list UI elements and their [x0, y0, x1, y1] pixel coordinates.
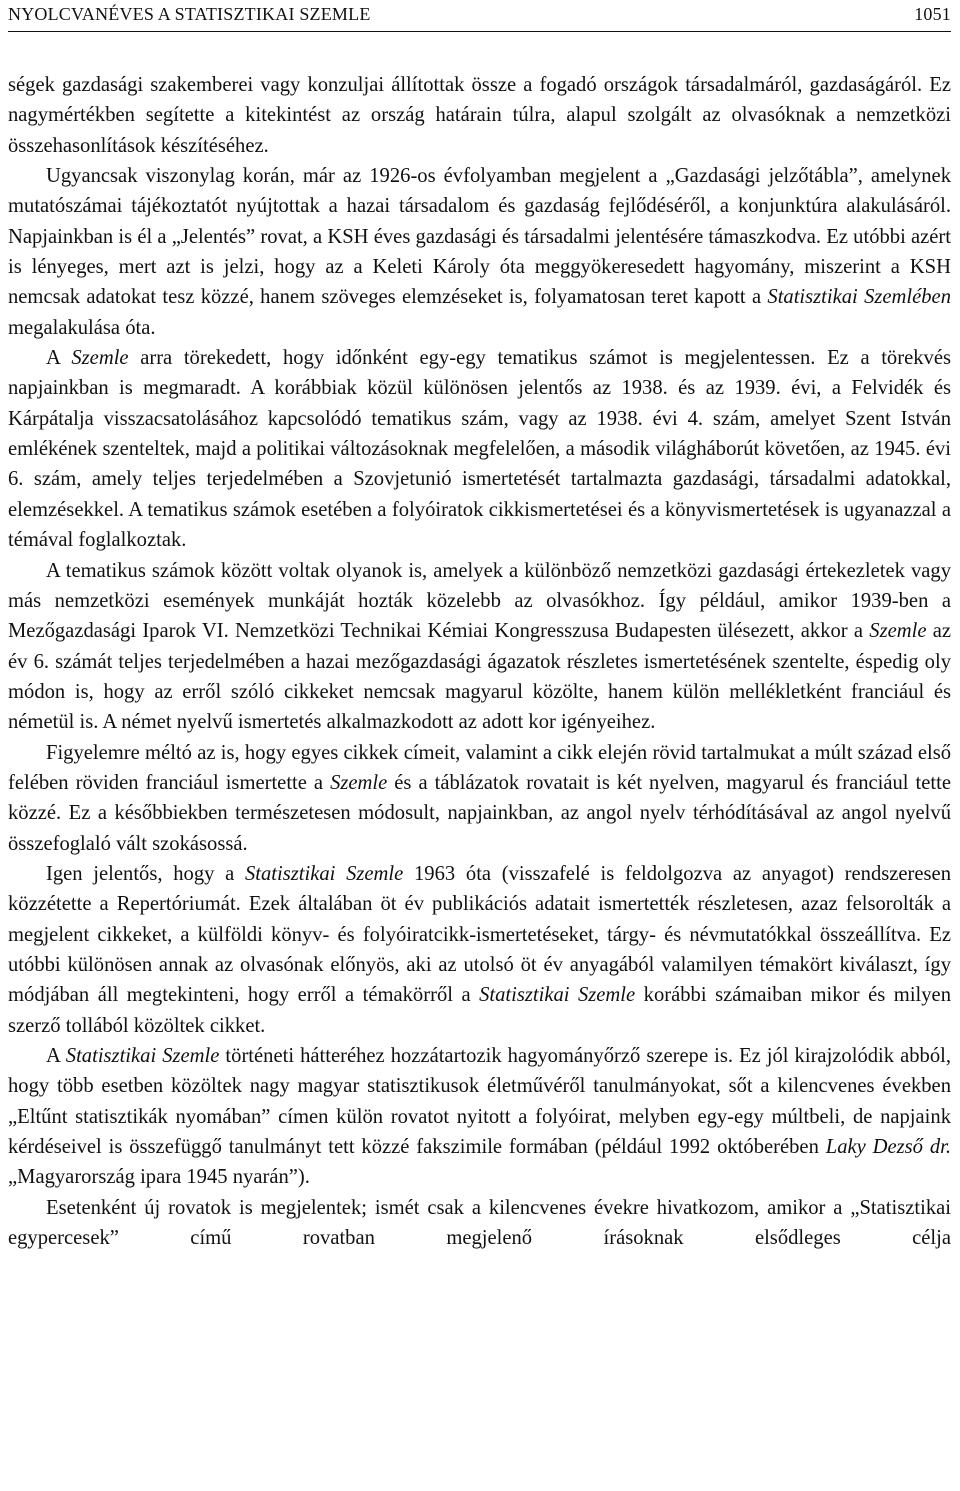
italic-text-run: Statisztikai Szemlében: [767, 286, 951, 309]
article-body: [8, 70, 951, 1253]
italic-text-run: Szemle: [71, 347, 129, 370]
running-header: [8, 0, 951, 32]
paragraph: [8, 1193, 951, 1254]
text-run: korábbi számaiban mikor és milyen szerző tollából közöltek cikket.: [8, 984, 951, 1037]
text-run: A tematikus számok között voltak olyanok is, amelyek a különböző nemzetközi gazdasági értekezletek vagy más nemzetközi események munkáját hozták közelebb az olvasókhoz. Így például, amikor 1939-ben a Mezőgazdasági Iparok VI. Nemzetközi Technikai Kémiai Kongresszusa Budapesten ülésezett, akkor a: [8, 559, 951, 643]
text-run: és a táblázatok rovatait is két nyelven, magyarul és franciául tette közzé. Ez a későbbiekben természetesen módosult, napjainkban, az angol nyelv térhódításával az angol nyelvű összefoglaló vált szokásossá.: [8, 771, 951, 855]
paragraph: [8, 161, 951, 343]
paragraph: [8, 343, 951, 555]
paragraph: [8, 70, 951, 161]
text-run: 1963 óta (visszafelé is feldolgozva az anyagot) rendszeresen közzétette a Repertóriumát. Ezek általában öt év publikációs adatait ismertették részletesen, azaz felsorolták a megjelent cikkeket, a külföldi könyv- és folyóiratcikk-ismertetéseket, tárgy- és névmutatókkal összeállítva. Ez utóbbi különösen annak az olvasónak előnyös, aki az utolsó öt év anyagából valamilyen témakört kiválaszt, így módjában áll megtekinteni, hogy erről a témakörről a: [8, 862, 951, 1007]
journal-title: NYOLCVANÉVES A STATISZTIKAI SZEMLE: [8, 4, 371, 24]
text-run: A: [46, 1045, 66, 1067]
italic-text-run: Statisztikai Szemle: [244, 862, 404, 885]
italic-text-run: Statisztikai Szemle: [479, 984, 636, 1007]
text-run: „Magyarország ipara 1945 nyarán”).: [8, 1166, 310, 1189]
paragraph: [8, 859, 951, 1041]
text-run: arra törekedett, hogy időnként egy-egy tematikus számot is megjelentessen. Ez a törekvés napjainkban is megmaradt. A korábbiak közül különösen jelentős az 1938. és az 1939. évi, a Felvidék és Kárpátalja visszacsatolásához kapcsolódó tematikus szám, vagy az 1938. évi 4. szám, amelyet Szent István emlékének szenteltek, majd a politikai változásoknak megfelelően, a második világháborút követően, az 1945. évi 6. szám, amely teljes terjedelmében a Szovjetunió ismertetését tartalmazta gazdasági, társadalmi adatokkal, elemzésekkel. A tematikus számok esetében a folyóiratok cikkismertetései és a könyvismertetések is ugyanazzal a témával foglalkoztak.: [8, 347, 951, 552]
paragraph: [8, 1041, 951, 1193]
italic-text-run: Szemle: [330, 771, 388, 794]
text-run: Figyelemre méltó az is, hogy egyes cikkek címeit, valamint a cikk elején rövid tartalmukat a múlt század első felében röviden franciául ismertette a: [8, 741, 951, 794]
text-run: megalakulása óta.: [8, 316, 156, 339]
page-number: 1051: [914, 4, 951, 24]
text-run: Ugyancsak viszonylag korán, már az 1926-os évfolyamban megjelent a „Gazdasági jelzőtábla”, amelynek mutatószámai tájékoztatót nyújtottak a hazai társadalom és gazdaság fejlődéséről, a konjunktúra alakulásáról. Napjainkban is él a „Jelentés” rovat, a KSH éves gazdasági és társadalmi jelentésére támaszkodva. Ez utóbbi azért is lényeges, mert azt is jelzi, hogy az a Keleti Károly óta meggyökeresedett hagyomány, miszerint a KSH nemcsak adatokat tesz közzé, hanem szöveges elemzéseket is, folyamatosan teret kapott a: [8, 165, 951, 309]
italic-text-run: Laky Dezső dr.: [825, 1136, 952, 1159]
text-run: A: [46, 347, 72, 370]
paragraph: [8, 738, 951, 859]
text-run: Esetenként új rovatok is megjelentek; ismét csak a kilencvenes évekre hivatkozom, amikor a „Statisztikai egypercesek” című rovatban megjelenő írásoknak elsődleges célja: [8, 1196, 951, 1250]
italic-text-run: Szemle: [869, 620, 927, 643]
text-run: az év 6. számát teljes terjedelmében a hazai mezőgazdasági ágazatok részletes ismertetésének szentelte, éspedig oly módon is, hogy az erről szóló cikkeket nemcsak magyarul közölte, hanem külön mellékletként franciául és németül is. A német nyelvű ismertetés alkalmazkodott az adott kor igényeihez.: [8, 620, 951, 734]
text-run: Igen jelentős, hogy a: [46, 862, 245, 885]
text-run: történeti hátteréhez hozzátartozik hagyományőrző szerepe is. Ez jól kirajzolódik abból, hogy több esetben közöltek nagy magyar statisztikusok életművéről tanulmányokat, sőt a kilencvenes években „Eltűnt statisztikák nyomában” címen külön rovatot nyitott a folyóirat, melyben egy-egy múltbeli, de napjaink kérdéseivel is összefüggő tanulmányt tett közzé fakszimile formában (például 1992 októberében: [8, 1045, 951, 1159]
italic-text-run: Statisztikai Szemle: [65, 1045, 220, 1067]
paragraph: [8, 556, 951, 738]
text-run: ségek gazdasági szakemberei vagy konzuljai állítottak össze a fogadó országok társadalmáról, gazdaságáról. Ez nagymértékben segítette a kitekintést az ország határain túlra, alapul szolgált az olvasóknak a nemzetközi összehasonlítások készítéséhez.: [8, 74, 951, 157]
